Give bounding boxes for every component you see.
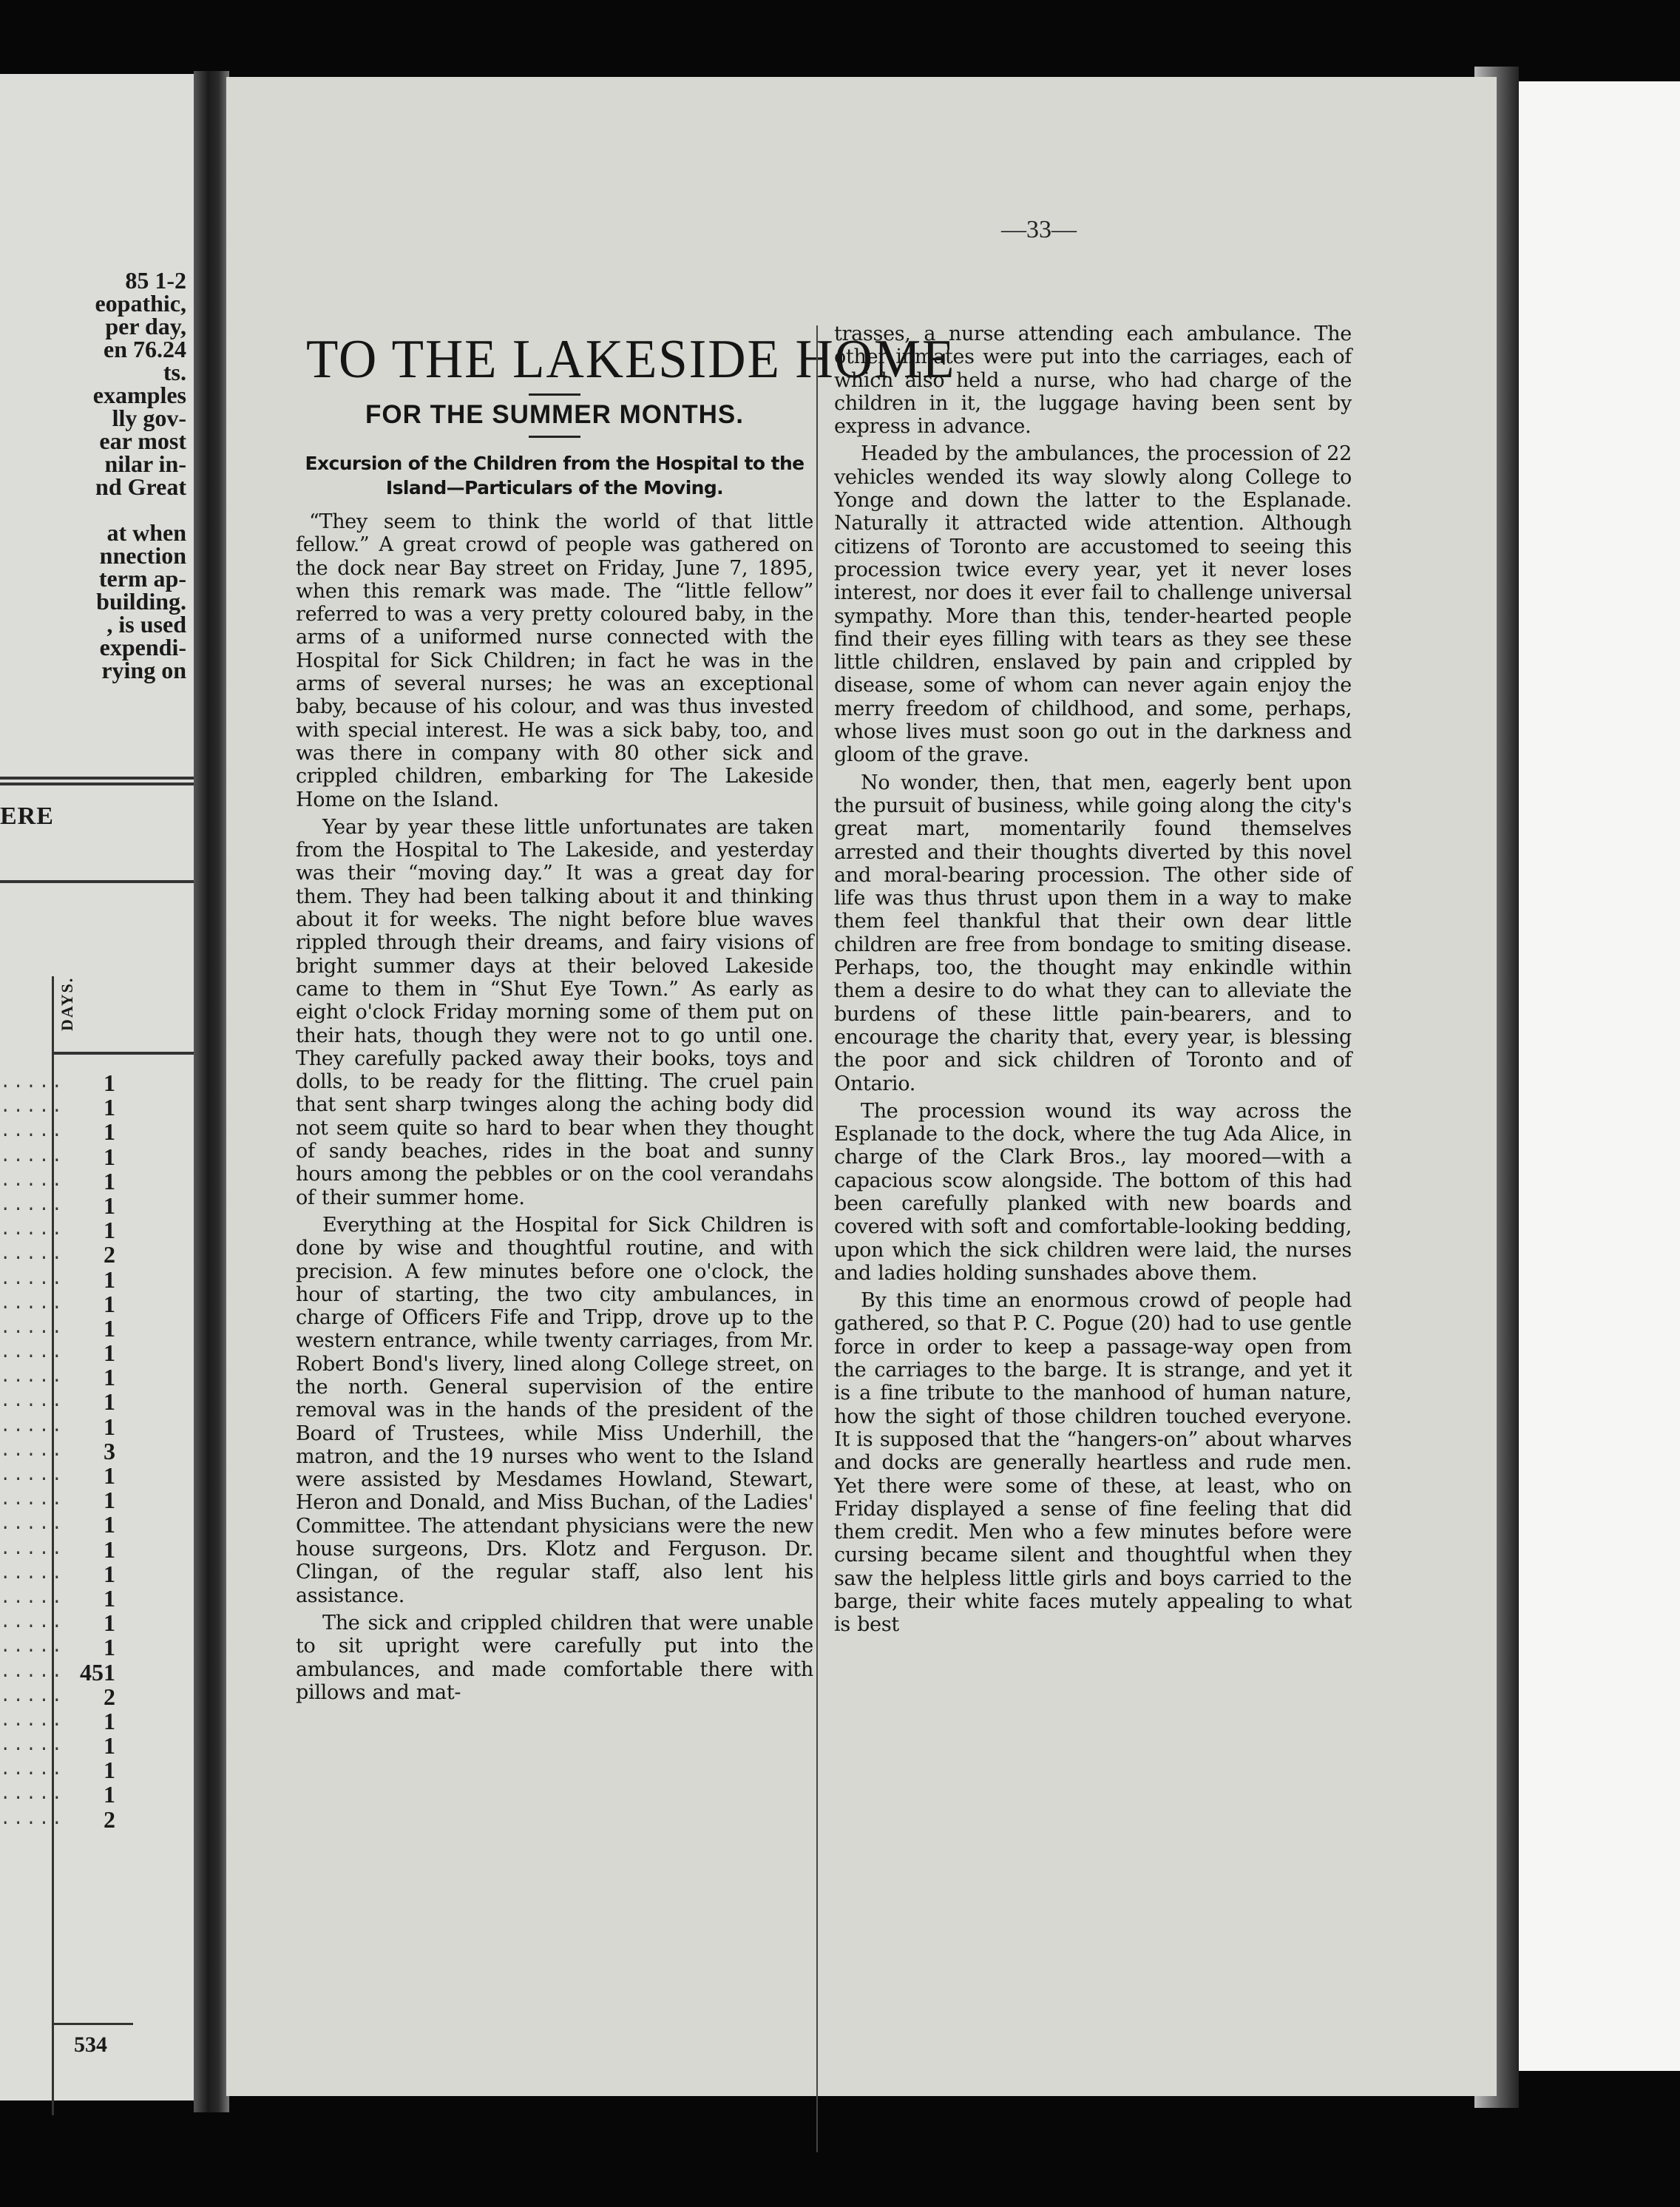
leader-dots: ..... (0, 1073, 65, 1093)
paragraph: Year by year these little unfortunates are taken from the Hospital to The Lakeside, and yesterday was their “moving day.” It was a great day for them. They had been talking about it and thinking about it for weeks. The night before blue waves rippled through their dreams, and fairy visions of bright summer days at their beloved Lakeside came to them in “Shut Eye Town.” As early as eight o'clock Friday morning some of them put on their hats, though they were not to go until one. They carefully packed away their books, toys and dolls, to be ready for the flitting. The cruel pain that sent sharp twinges along the aching body did not seem quite so hard to bear when they thought of sandy beaches, rides in the boat and sunny hours among the pebbles or on the cool verandahs of their summer home. (296, 815, 813, 1209)
leader-dots: ..... (0, 1515, 65, 1535)
days-row (0, 1488, 133, 1513)
leader-dots: ..... (0, 1318, 65, 1339)
text-line: ear most (99, 427, 186, 454)
text-line: nd Great (95, 473, 186, 500)
leader-dots: ..... (0, 1416, 65, 1437)
days-value: 1 (104, 1094, 115, 1121)
leader-dots: ..... (0, 1613, 65, 1634)
book-page (226, 77, 1497, 2096)
days-row (0, 1464, 133, 1488)
days-value: 1 (104, 1192, 115, 1219)
days-value: 1 (104, 1290, 115, 1317)
article-column-left (296, 322, 956, 1709)
days-row (0, 1660, 133, 1685)
text-line: term ap- (98, 565, 186, 592)
leader-dots: ..... (0, 1539, 65, 1560)
text-line: examples (92, 382, 186, 408)
days-rows (0, 1071, 133, 1832)
total-rule (52, 2023, 133, 2025)
leader-dots: ..... (0, 1220, 65, 1241)
days-row (0, 1782, 133, 1807)
days-value: 1 (104, 1339, 115, 1367)
days-row (0, 1243, 133, 1267)
days-value: 1 (104, 1487, 115, 1514)
previous-page-fragment (0, 74, 194, 2100)
days-row (0, 1513, 133, 1537)
leader-dots: ..... (0, 1098, 65, 1118)
text-line: building. (96, 588, 186, 615)
days-value: 1 (104, 1634, 115, 1661)
article-column-right (834, 322, 1352, 1641)
leader-dots: ..... (0, 1171, 65, 1192)
days-value: 451 (80, 1658, 115, 1686)
leader-dots: ..... (0, 1711, 65, 1731)
days-value: 2 (104, 1683, 115, 1710)
days-row (0, 1314, 133, 1342)
days-row (0, 1365, 133, 1390)
days-row (0, 1218, 133, 1243)
headline-rule (529, 393, 580, 396)
text-line: en 76.24 (104, 336, 186, 362)
divider (0, 880, 194, 883)
leader-dots: ..... (0, 1662, 65, 1683)
article-headline: TO THE LAKESIDE HOME (306, 329, 956, 390)
article-deck: Excursion of the Children from the Hospital to the Island—Particulars of the Moving. (305, 453, 805, 498)
days-value: 1 (104, 1314, 115, 1342)
divider (52, 1052, 194, 1055)
leader-dots: ..... (0, 1195, 65, 1216)
leader-dots: ..... (0, 1441, 65, 1461)
leader-dots: ..... (0, 1122, 65, 1143)
days-value: 1 (104, 1781, 115, 1808)
days-row (0, 1415, 133, 1439)
days-row (0, 1341, 133, 1365)
days-value: 1 (104, 1707, 115, 1734)
text-line: 85 1-2 (125, 267, 186, 294)
days-value: 1 (104, 1535, 115, 1563)
days-value: 1 (104, 1732, 115, 1760)
days-value: 1 (104, 1757, 115, 1784)
days-value: 2 (104, 1241, 115, 1268)
days-row (0, 1562, 133, 1586)
book-gutter (194, 71, 229, 2112)
paragraph: The procession wound its way across the Esplanade to the dock, where the tug Ada Alice, in charge of the Clark Bros., lay moored—with a capacious scow alongside. The bottom of this had been carefully planked with new boards and covered with soft and comfortable-looking bedding, upon which the sick children were laid, the nurses and ladies holding sunshades above them. (834, 1099, 1352, 1285)
days-row (0, 1734, 133, 1758)
days-value: 1 (104, 1388, 115, 1416)
backing-sheet (1491, 81, 1680, 2071)
leader-dots: ..... (0, 1564, 65, 1584)
days-row (0, 1292, 133, 1317)
text-line: eopathic, (95, 290, 186, 317)
text-line: per day, (105, 313, 186, 339)
days-row (0, 1194, 133, 1218)
paragraph: Everything at the Hospital for Sick Children is done by wise and thoughtful routine, and with precision. A few minutes before one o'clock, the hour of starting, the two city ambulances, in charge of Officers Fife and Tripp, drove up to the western entrance, while twenty carriages, from Mr. Robert Bond's livery, lined along College street, on the north. General supervision of the entire removal was in the hands of the president of the Board of Trustees, while Miss Underhill, the matron, and the 19 nurses who went to the Island were assisted by Mesdames Howland, Stewart, Heron and Donald, and Miss Buchan, of the Ladies' Committee. The attendant physicians were the new house surgeons, Drs. Klotz and Ferguson. Dr. Clingan, of the regular staff, also lent his assistance. (296, 1213, 813, 1607)
text-line: expendi- (99, 634, 186, 660)
paragraph: The sick and crippled children that were unable to sit upright were carefully put into the ambulances, and made comfortable there with pillows and mat- (296, 1611, 813, 1704)
days-value: 1 (104, 1462, 115, 1489)
days-row (0, 1071, 133, 1095)
leader-dots: ..... (0, 1294, 65, 1314)
leader-dots: ..... (0, 1146, 65, 1167)
leader-dots: ..... (0, 1368, 65, 1388)
days-row (0, 1145, 133, 1169)
days-value: 1 (104, 1609, 115, 1637)
days-value: 1 (104, 1511, 115, 1538)
days-row (0, 1709, 133, 1734)
paragraph: By this time an enormous crowd of people had gathered, so that P. C. Pogue (20) had to use gentle force in order to keep a passage-way open from the carriages to the barge. It is strange, and yet it is a fine tribute to the manhood of human nature, how the sight of those children touched everyone. It is supposed that the “hangers-on” about wharves and docks are generally heartless and rude men. Yet there were some of these, at least, who on Friday displayed a sense of fine feeling that did them credit. Men who a few minutes before were cursing became silent and thoughtful when they saw the helpless little girls and boys carried to the barge, their white faces mutely appealing to what is best (834, 1289, 1352, 1637)
days-value: 3 (104, 1437, 115, 1464)
paragraph: Headed by the ambulances, the procession of 22 vehicles wended its way slowly along College to Yonge and down the latter to the Esplanade. Naturally it attracted wide attention. Although citizens of Toronto are accustomed to seeing this procession twice every year, yet it never loses interest, nor does it ever fail to challenge universal sympathy. More than this, tender-hearted people find their eyes filling with tears as they see these little children, enslaved by pain and crippled by disease, some of whom can never again enjoy the merry freedom of childhood, and some, perhaps, whose lives must soon go out in the darkness and gloom of the grave. (834, 442, 1352, 767)
days-value: 1 (104, 1217, 115, 1244)
days-row (0, 1095, 133, 1120)
page-number: —33— (1001, 216, 1077, 243)
previous-page-text (0, 269, 194, 682)
leader-dots: ..... (0, 1686, 65, 1707)
text-line: ts. (163, 359, 186, 385)
days-row (0, 1611, 133, 1635)
leader-dots: ..... (0, 1809, 65, 1830)
days-value: 1 (104, 1069, 115, 1096)
text-line: , is used (106, 611, 186, 638)
text-line (0, 498, 194, 521)
article-subhead: FOR THE SUMMER MONTHS. (365, 400, 744, 429)
days-value: 1 (104, 1265, 115, 1293)
leader-dots: ..... (0, 1785, 65, 1805)
column-rule (816, 325, 818, 2152)
days-row (0, 1535, 133, 1563)
leader-dots: ..... (0, 1760, 65, 1781)
days-header-label: DAYS. (58, 976, 76, 1031)
days-row (0, 1169, 133, 1194)
days-value: 1 (104, 1167, 115, 1194)
leader-dots: ..... (0, 1637, 65, 1658)
leader-dots: ..... (0, 1490, 65, 1511)
leader-dots: ..... (0, 1269, 65, 1290)
paragraph: No wonder, then, that men, eagerly bent upon the pursuit of business, while going along the city's great mart, momentarily found themselves arrested and their thoughts diverted by this novel and moral-bearing procession. The other side of life was thus thrust upon them in a way to make them feel thankful that their own dear little children are free from bondage to smiting disease. Perhaps, too, the thought may enkindle within them a desire to do what they can to alleviate the burdens of these little pain-bearers, and to encourage the charity that, every year, is blessing the poor and sick children of Toronto and of Ontario. (834, 771, 1352, 1095)
text-line: nnection (99, 542, 186, 569)
days-value: 1 (104, 1364, 115, 1391)
days-value: 1 (104, 1118, 115, 1146)
days-value: 1 (104, 1143, 115, 1170)
leader-dots: ..... (0, 1343, 65, 1364)
leader-dots: ..... (0, 1245, 65, 1265)
days-row (0, 1586, 133, 1611)
days-row (0, 1758, 133, 1782)
days-total: 534 (74, 2032, 107, 2057)
days-row (0, 1120, 133, 1144)
paragraph: trasses, a nurse attending each ambulance. The other inmates were put into the carriages, each of which also held a nurse, who had charge of the children in it, the luggage having been sent by express in advance. (834, 322, 1352, 439)
text-line: at when (106, 519, 186, 546)
days-row (0, 1439, 133, 1464)
text-line: nilar in- (104, 450, 186, 477)
leader-dots: ..... (0, 1392, 65, 1413)
leader-dots: ..... (0, 1466, 65, 1486)
days-value: 1 (104, 1560, 115, 1587)
days-value: 1 (104, 1584, 115, 1612)
divider (0, 777, 194, 780)
text-line: rying on (101, 657, 186, 683)
paragraph: “They seem to think the world of that little fellow.” A great crowd of people was gathered on the dock near Bay street on Friday, June 7, 1895, when this remark was made. The “little fellow” referred to was a very pretty coloured baby, in the arms of a uniformed nurse connected with the Hospital for Sick Children; in fact he was in the arms of several nurses; he was an exceptional baby, because of his colour, and was thus invested with special interest. He was a sick baby, too, and was there in company with 80 other sick and crippled children, embarking for The Lakeside Home on the Island. (296, 510, 813, 811)
section-label: ERE (0, 802, 54, 830)
days-column-header (47, 978, 92, 1030)
leader-dots: ..... (0, 1736, 65, 1757)
text-line: lly gov- (112, 405, 186, 431)
days-row (0, 1685, 133, 1709)
divider (0, 783, 194, 785)
days-row (0, 1390, 133, 1414)
days-value: 2 (104, 1805, 115, 1833)
days-row (0, 1805, 133, 1833)
days-row (0, 1265, 133, 1293)
subhead-rule (529, 436, 580, 438)
leader-dots: ..... (0, 1588, 65, 1609)
days-value: 1 (104, 1413, 115, 1440)
days-row (0, 1635, 133, 1660)
